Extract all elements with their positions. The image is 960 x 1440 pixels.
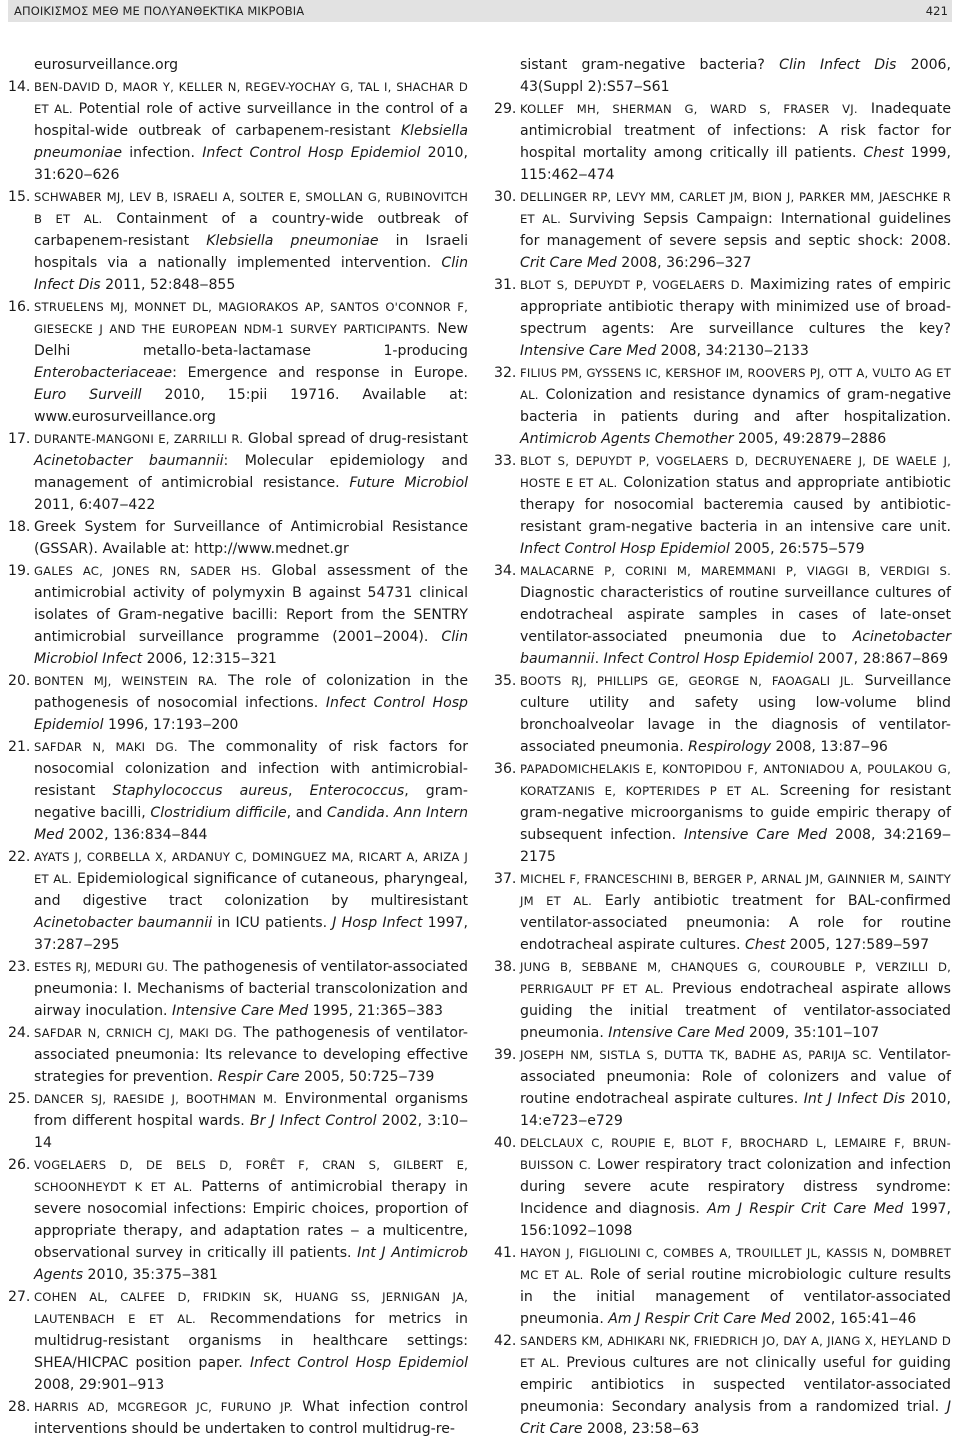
- reference-number: 26.: [8, 1157, 31, 1173]
- journal-name: J Hosp Infect: [332, 915, 423, 931]
- reference-text: Colonization status and appropriate antibiotic therapy for nosocomial bacteremia caused by antibiotic-resistant gram-negative bacteria in an intensive care unit.: [520, 475, 951, 535]
- journal-name: Crit Care Med: [520, 255, 617, 271]
- reference-number: 28.: [8, 1399, 31, 1415]
- reference-authors: DURANTE-MANGONI E, ZARRILLI R.: [34, 432, 244, 446]
- reference-text: The commonality of risk factors for nosocomial colonization and infection with antimicrobial-resistant: [34, 739, 469, 799]
- reference-item: [494, 560, 951, 670]
- reference-number: 31.: [494, 277, 517, 293]
- reference-text: Global spread of drug-resistant: [243, 431, 469, 447]
- reference-text: Surveillance culture utility and safety using low-volume blind bronchoalveolar lavage in the diagnosis of ventilator-associated pneumonia.: [520, 673, 951, 755]
- citation-details: 2002, 165:41‒46: [790, 1311, 917, 1327]
- reference-authors: PAPADOMICHELAKIS E, KONTOPIDOU F, ANTONIADOU A, POULAKOU G, KORATZANIS E, KOPTERIDES P ET AL.: [520, 762, 951, 798]
- running-header: [8, 0, 952, 22]
- reference-item: [494, 868, 951, 956]
- citation-details: 2008, 34:2169‒2175: [520, 827, 951, 865]
- journal-name: Int J Antimicrob Agents: [34, 1245, 468, 1283]
- reference-number: 17.: [8, 431, 31, 447]
- reference-text: in ICU patients.: [212, 915, 333, 931]
- reference-authors: GALES AC, JONES RN, SADER HS.: [34, 564, 262, 578]
- reference-number: 19.: [8, 563, 31, 579]
- journal-name: Ann Intern Med: [34, 805, 469, 843]
- reference-number: 42.: [494, 1333, 517, 1349]
- reference-authors: BLOT S, DEPUYDT P, VOGELAERS D.: [520, 278, 744, 292]
- journal-name: Infect Control Hosp Epidemiol: [520, 541, 730, 557]
- reference-number: 34.: [494, 563, 517, 579]
- reference-text: Role of serial routine microbiologic culture results in the initial management of ventilator-associated pneumonia.: [520, 1267, 951, 1327]
- reference-authors: BLOT S, DEPUYDT P, VOGELAERS D, DECRUYENAERE J, DE WAELE J, HOSTE E ET AL.: [520, 454, 951, 490]
- reference-text: Previous endotracheal aspirate allows guiding the initial treatment of ventilator-associated pneumonia.: [520, 981, 951, 1041]
- species-name: Clostridium difficile: [150, 805, 287, 821]
- reference-text: The pathogenesis of ventilator-associated pneumonia: I. Mechanisms of bacterial transcolonization and airway inoculation.: [34, 959, 468, 1019]
- journal-name: Clin Microbiol Infect: [34, 629, 468, 667]
- journal-name: Antimicrob Agents Chemother: [520, 431, 734, 447]
- reference-item: [494, 450, 951, 560]
- reference-text: Inadequate antimicrobial treatment of infections: A risk factor for hospital mortality among critically ill patients.: [520, 101, 951, 161]
- right-column: [494, 54, 951, 1440]
- citation-details: 2011, 6:407‒422: [34, 497, 156, 513]
- reference-text: Epidemiological significance of cutaneous, pharyngeal, and digestive tract colonization by multiresistant: [34, 871, 468, 909]
- reference-authors: KOLLEF MH, SHERMAN G, WARD S, FRASER VJ.: [520, 102, 858, 116]
- reference-item: [8, 296, 468, 428]
- reference-authors: DELCLAUX C, ROUPIE E, BLOT F, BROCHARD L, LEMAIRE F, BRUN-BUISSON C.: [520, 1136, 951, 1172]
- journal-name: Chest: [863, 145, 904, 161]
- reference-text: : Emergence and response in Europe.: [172, 365, 468, 381]
- citation-details: 1995, 21:365‒383: [308, 1003, 443, 1019]
- reference-text: , and: [286, 805, 327, 821]
- journal-name: Euro Surveill: [34, 387, 142, 403]
- reference-item: [8, 736, 468, 846]
- citation-details: 1999, 115:462‒474: [520, 145, 951, 183]
- reference-text: .: [384, 805, 394, 821]
- species-name: Klebsiella pneumoniae: [34, 123, 468, 161]
- page-number: 421: [925, 4, 948, 18]
- citation-details: 2002, 3:10‒14: [34, 1113, 468, 1151]
- journal-name: Am J Respir Crit Care Med: [707, 1201, 904, 1217]
- reference-text: Lower respiratory tract colonization and infection during severe acute respiratory distress syndrome: Incidence and diagnosis.: [520, 1157, 952, 1217]
- citation-details: 2005, 26:575‒579: [729, 541, 865, 557]
- species-name: Klebsiella pneumoniae: [206, 233, 379, 249]
- journal-name: Future Microbiol: [349, 475, 469, 491]
- reference-authors: HAYON J, FIGLIOLINI C, COMBES A, TROUILLET JL, KASSIS N, DOMBRET MC ET AL.: [520, 1246, 951, 1282]
- reference-text: Patterns of antimicrobial therapy in severe nosocomial infections: Empiric choices, proportion of appropriate therapy, and adaptation rates ‒ a multicentre, observational survey in critically ill patients.: [34, 1179, 469, 1261]
- reference-item: [494, 54, 951, 98]
- journal-name: Clin Infect Dis: [34, 255, 468, 293]
- species-name: Acinetobacter baumannii: [34, 915, 213, 931]
- reference-item: [8, 1022, 468, 1088]
- citation-details: 2005, 49:2879‒2886: [733, 431, 887, 447]
- reference-item: [8, 428, 468, 516]
- reference-text: New Delhi metallo-beta-lactamase 1-producing: [34, 321, 468, 359]
- reference-number: 40.: [494, 1135, 517, 1151]
- journal-name: Respirology: [688, 739, 772, 755]
- reference-item: [8, 516, 468, 560]
- reference-number: 35.: [494, 673, 517, 689]
- journal-name: Br J Infect Control: [249, 1113, 377, 1129]
- citation-details: 2010, 31:620‒626: [34, 145, 469, 183]
- citation-details: 2005, 127:589‒597: [785, 937, 930, 953]
- reference-item: [8, 186, 468, 296]
- journal-name: J Crit Care: [520, 1399, 951, 1437]
- reference-number: 24.: [8, 1025, 31, 1041]
- citation-details: 2006, 12:315‒321: [142, 651, 277, 667]
- citation-details: 2002, 136:834‒844: [63, 827, 208, 843]
- species-name: Staphylococcus aureus: [112, 783, 288, 799]
- journal-name: Clin Infect Dis: [779, 57, 897, 73]
- reference-text: .: [594, 651, 604, 667]
- reference-text: Maximizing rates of empiric appropriate antibiotic therapy with minimized use of broad-spectrum agents: Are surveillance cultures the key?: [520, 277, 951, 337]
- citation-details: 2008, 23:58‒63: [582, 1421, 700, 1437]
- journal-name: Infect Control Hosp Epidemiol: [603, 651, 814, 667]
- left-column: [8, 54, 468, 1440]
- reference-text: Previous cultures are not clinically useful for guiding empiric antibiotics in suspected ventilator-associated pneumonia: Secondary analysis from a randomized trial.: [520, 1355, 951, 1415]
- reference-authors: SAFDAR N, MAKI DG.: [34, 740, 178, 754]
- citation-details: 1996, 17:193‒200: [103, 717, 239, 733]
- citation-details: 1997, 37:287‒295: [34, 915, 469, 953]
- reference-text: The role of colonization in the pathogenesis of nosocomial infections.: [34, 673, 468, 711]
- reference-authors: BEN-DAVID D, MAOR Y, KELLER N, REGEV-YOCHAY G, TAL I, SHACHAR D ET AL.: [34, 80, 468, 116]
- reference-item: [8, 1286, 468, 1396]
- reference-authors: STRUELENS MJ, MONNET DL, MAGIORAKOS AP, SANTOS O'CONNOR F, GIESECKE J AND THE EUROPEAN NDM-1 SURVEY PARTICIPANTS.: [34, 300, 468, 336]
- citation-details: 2008, 29:901‒913: [34, 1377, 165, 1393]
- journal-name: Chest: [744, 937, 786, 953]
- reference-item: [494, 1132, 951, 1242]
- citation-details: 2008, 34:2130‒2133: [656, 343, 809, 359]
- header-title: ΑΠΟΙΚΙΣΜΟΣ ΜΕΘ ΜΕ ΠΟΛΥΑΝΘΕΚΤΙΚΑ ΜΙΚΡΟΒΙΑ: [14, 4, 305, 18]
- reference-number: 41.: [494, 1245, 517, 1261]
- reference-item: [494, 362, 951, 450]
- reference-item: [494, 186, 951, 274]
- reference-number: 33.: [494, 453, 517, 469]
- reference-item: [494, 670, 951, 758]
- citation-details: 2007, 28:867‒869: [813, 651, 949, 667]
- reference-text: Diagnostic characteristics of routine surveillance cultures of endotracheal aspirate samples in cases of late-onset ventilator-associated pneumonia due to: [520, 585, 951, 645]
- species-name: Acinetobacter baumannii: [34, 453, 224, 469]
- reference-authors: BOOTS RJ, PHILLIPS GE, GEORGE N, FAOAGALI JL.: [520, 674, 855, 688]
- reference-authors: AYATS J, CORBELLA X, ARDANUY C, DOMINGUEZ MA, RICART A, ARIZA J ET AL.: [34, 850, 468, 886]
- reference-authors: JOSEPH NM, SISTLA S, DUTTA TK, BADHE AS, PARIJA SC.: [520, 1048, 873, 1062]
- reference-item: [494, 956, 951, 1044]
- reference-text: Potential role of active surveillance in the control of a hospital-wide outbreak of carbapenem-resistant: [34, 101, 469, 139]
- journal-name: Am J Respir Crit Care Med: [608, 1311, 791, 1327]
- reference-item: [8, 670, 468, 736]
- reference-text: in Israeli hospitals via a nationally implemented intervention.: [34, 233, 468, 271]
- citation-details: 2010, 15:pii 19716. Available at: www.eurosurveillance.org: [34, 387, 468, 425]
- citation-details: 2009, 35:101‒107: [744, 1025, 880, 1041]
- reference-item: [494, 274, 951, 362]
- reference-text: Surviving Sepsis Campaign: International guidelines for management of severe sepsis and septic shock: 2008.: [520, 211, 951, 249]
- reference-number: 25.: [8, 1091, 31, 1107]
- reference-number: 36.: [494, 761, 517, 777]
- reference-number: 27.: [8, 1289, 31, 1305]
- journal-name: Intensive Care Med: [172, 1003, 309, 1019]
- reference-number: 15.: [8, 189, 31, 205]
- species-name: Candida: [326, 805, 385, 821]
- reference-number: 37.: [494, 871, 517, 887]
- reference-text: Recommendations for metrics in multidrug-resistant organisms in healthcare settings: SHEA/HICPAC position paper.: [34, 1311, 468, 1371]
- reference-item: [8, 1154, 468, 1286]
- journal-name: Respir Care: [217, 1069, 300, 1085]
- journal-name: Infect Control Hosp Epidemiol: [202, 145, 421, 161]
- reference-text: ,: [287, 783, 310, 799]
- reference-item: [8, 560, 468, 670]
- reference-item: [8, 1396, 468, 1440]
- reference-text: : Molecular epidemiology and management of antimicrobial resistance.: [34, 453, 468, 491]
- reference-number: 39.: [494, 1047, 517, 1063]
- reference-authors: ESTES RJ, MEDURI GU.: [34, 960, 169, 974]
- reference-item: [8, 1088, 468, 1154]
- reference-text: Screening for resistant gram-negative microorganisms to guide empiric therapy of subsequent infection.: [520, 783, 951, 843]
- reference-number: 30.: [494, 189, 517, 205]
- reference-authors: MICHEL F, FRANCESCHINI B, BERGER P, ARNAL JM, GAINNIER M, SAINTY JM ET AL.: [520, 872, 951, 908]
- citation-details: 2008, 13:87‒96: [771, 739, 888, 755]
- reference-authors: MALACARNE P, CORINI M, MAREMMANI P, VIAGGI B, VERDIGI S.: [520, 564, 951, 578]
- reference-number: 20.: [8, 673, 31, 689]
- journal-name: Infect Control Hosp Epidemiol: [249, 1355, 468, 1371]
- reference-authors: SANDERS KM, ADHIKARI NK, FRIEDRICH JO, DAY A, JIANG X, HEYLAND D ET AL.: [520, 1334, 951, 1370]
- citation-details: 2006, 43(Suppl 2):S57‒S61: [520, 57, 951, 95]
- reference-text: Ventilator-associated pneumonia: Role of colonizers and value of routine endotracheal aspirate cultures.: [520, 1047, 951, 1107]
- reference-number: 21.: [8, 739, 31, 755]
- reference-item: [8, 54, 468, 76]
- citation-details: 2010, 35:375‒381: [83, 1267, 218, 1283]
- reference-text: Global assessment of the antimicrobial activity of polymyxin B against 54731 clinical isolates of Gram-negative bacilli: Report from the SENTRY antimicrobial surveillance programme (2001‒2004).: [34, 563, 468, 645]
- reference-item: [494, 98, 951, 186]
- reference-authors: SAFDAR N, CRNICH CJ, MAKI DG.: [34, 1026, 237, 1040]
- reference-text: Environmental organisms from different hospital wards.: [34, 1091, 468, 1129]
- reference-text: Containment of a country-wide outbreak of carbapenem-resistant: [34, 211, 468, 249]
- reference-item: [494, 758, 951, 868]
- reference-number: 32.: [494, 365, 517, 381]
- reference-text: sistant gram-negative bacteria?: [520, 57, 780, 73]
- reference-number: 18.: [8, 519, 31, 535]
- reference-number: 38.: [494, 959, 517, 975]
- species-name: Acinetobacter baumannii: [520, 629, 951, 667]
- reference-number: 23.: [8, 959, 31, 975]
- reference-number: 22.: [8, 849, 31, 865]
- citation-details: 2010, 14:e723‒e729: [520, 1091, 952, 1129]
- reference-text: Early antibiotic treatment for BAL-confirmed ventilator-associated pneumonia: A role for routine endotracheal aspirate cultures.: [520, 893, 952, 953]
- journal-name: Int J Infect Dis: [803, 1091, 906, 1107]
- reference-authors: COHEN AL, CALFEE D, FRIDKIN SK, HUANG SS, JERNIGAN JA, LAUTENBACH E ET AL.: [34, 1290, 468, 1326]
- reference-text: Greek System for Surveillance of Antimicrobial Resistance (GSSAR). Available at: http://www.mednet.gr: [34, 519, 468, 557]
- reference-authors: FILIUS PM, GYSSENS IC, KERSHOF IM, ROOVERS PJ, OTT A, VULTO AG ET AL.: [520, 366, 951, 402]
- journal-name: Intensive Care Med: [608, 1025, 745, 1041]
- reference-authors: HARRIS AD, MCGREGOR JC, FURUNO JP.: [34, 1400, 293, 1414]
- citation-details: 2008, 36:296‒327: [616, 255, 752, 271]
- reference-item: [8, 846, 468, 956]
- reference-item: [494, 1242, 951, 1330]
- species-name: Enterococcus: [309, 783, 405, 799]
- reference-text: What infection control interventions should be undertaken to control multidrug-re-: [34, 1399, 468, 1437]
- reference-text: The pathogenesis of ventilator-associated pneumonia: Its relevance to developing effective strategies for prevention.: [34, 1025, 468, 1085]
- reference-number: 14.: [8, 79, 31, 95]
- reference-columns: [8, 54, 952, 1437]
- reference-number: 16.: [8, 299, 31, 315]
- reference-authors: DELLINGER RP, LEVY MM, CARLET JM, BION J, PARKER MM, JAESCHKE R ET AL.: [520, 190, 951, 226]
- reference-authors: VOGELAERS D, DE BELS D, FORÊT F, CRAN S, GILBERT E, SCHOONHEYDT K ET AL.: [34, 1158, 468, 1194]
- citation-details: 2011, 52:848‒855: [100, 277, 236, 293]
- reference-authors: JUNG B, SEBBANE M, CHANQUES G, COUROUBLE P, VERZILLI D, PERRIGAULT PF ET AL.: [520, 960, 951, 996]
- species-name: Enterobacteriaceae: [34, 365, 173, 381]
- reference-number: 29.: [494, 101, 517, 117]
- journal-name: Intensive Care Med: [520, 343, 657, 359]
- citation-details: 2005, 50:725‒739: [299, 1069, 435, 1085]
- reference-item: [8, 956, 468, 1022]
- citation-details: 1997, 156:1092‒1098: [520, 1201, 952, 1239]
- reference-authors: SCHWABER MJ, LEV B, ISRAELI A, SOLTER E, SMOLLAN G, RUBINOVITCH B ET AL.: [34, 190, 468, 226]
- reference-text: eurosurveillance.org: [34, 57, 179, 73]
- journal-name: Infect Control Hosp Epidemiol: [34, 695, 468, 733]
- reference-text: , gram-negative bacilli,: [34, 783, 468, 821]
- reference-authors: BONTEN MJ, WEINSTEIN RA.: [34, 674, 218, 688]
- reference-authors: DANCER SJ, RAESIDE J, BOOTHMAN M.: [34, 1092, 278, 1106]
- journal-name: Intensive Care Med: [683, 827, 828, 843]
- reference-item: [494, 1044, 951, 1132]
- reference-item: [8, 76, 468, 186]
- reference-item: [494, 1330, 951, 1440]
- reference-text: infection.: [122, 145, 203, 161]
- reference-text: Colonization and resistance dynamics of gram-negative bacteria in patients during and after hospitalization.: [520, 387, 951, 425]
